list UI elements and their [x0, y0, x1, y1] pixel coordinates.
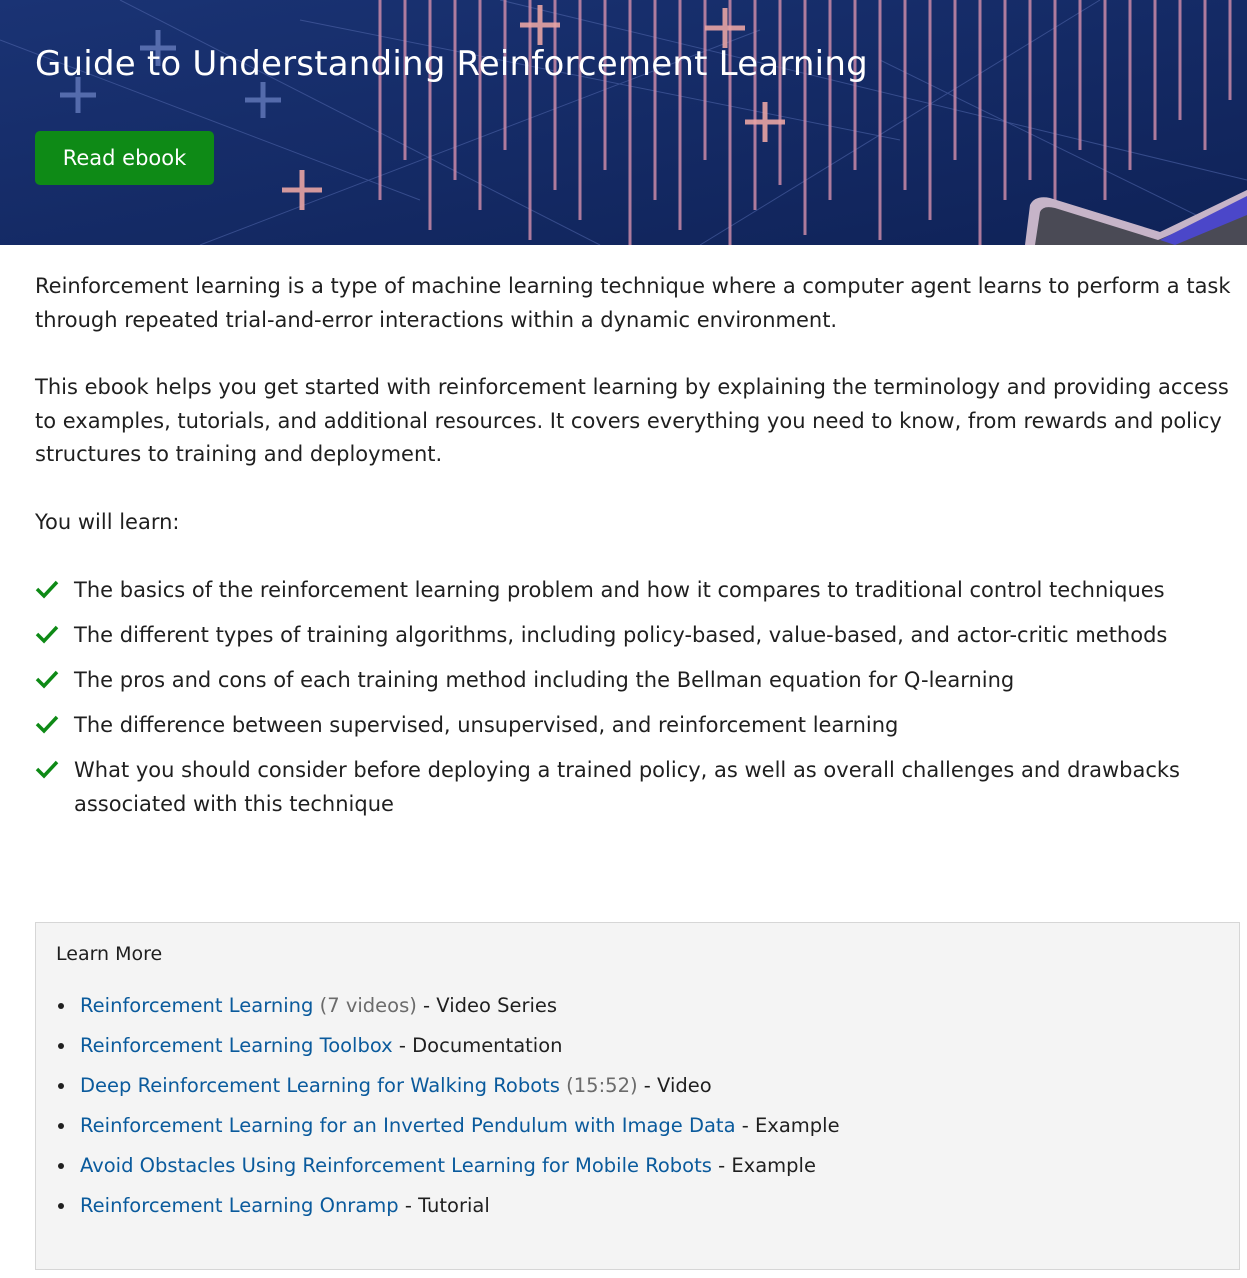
read-ebook-button[interactable]: Read ebook: [35, 131, 214, 185]
learn-more-title: Learn More: [56, 943, 163, 965]
link-walking-robots-video[interactable]: Deep Reinforcement Learning for Walking Robots: [80, 1074, 560, 1097]
intro-paragraph-1: Reinforcement learning is a type of machine learning technique where a computer agent learns to perform a task through repeated trial-and-error interactions within a dynamic environment.: [35, 274, 1231, 332]
item-meta: (15:52): [559, 1074, 638, 1097]
checkmark-icon: [35, 624, 59, 644]
learn-more-panel: [35, 922, 1240, 1270]
bullet-icon: [58, 1163, 64, 1169]
item-meta: (7 videos): [313, 994, 417, 1017]
list-item: [56, 1191, 840, 1231]
main-content: [35, 245, 1242, 832]
checklist-item: [35, 753, 1194, 821]
checklist-item-text: The basics of the reinforcement learning problem and how it compares to traditional control techniques: [74, 578, 1165, 602]
link-inverted-pendulum-example[interactable]: Reinforcement Learning for an Inverted Pendulum with Image Data: [80, 1114, 736, 1137]
link-reinforcement-learning-videos[interactable]: Reinforcement Learning: [80, 994, 314, 1017]
list-item: [56, 1151, 840, 1191]
bullet-icon: [58, 1043, 64, 1049]
learning-checklist: [35, 573, 1242, 821]
checkmark-icon: [35, 759, 59, 779]
bullet-icon: [58, 1083, 64, 1089]
list-item: [56, 1111, 840, 1151]
intro-paragraph-2: This ebook helps you get started with reinforcement learning by explaining the terminology and providing access to examples, tutorials, and additional resources. It covers everything you need to know, from rewards and policy structures to training and deployment.: [35, 375, 1229, 466]
item-type: - Video: [637, 1074, 712, 1097]
checklist-item-text: The pros and cons of each training method including the Bellman equation for Q-learning: [74, 668, 1015, 692]
checklist-item: [35, 573, 1194, 607]
bullet-icon: [58, 1203, 64, 1209]
you-will-learn-label: You will learn:: [35, 509, 180, 534]
checklist-item-text: What you should consider before deploying a trained policy, as well as overall challenges and drawbacks associated with this technique: [74, 758, 1180, 816]
item-type: - Example: [735, 1114, 840, 1137]
page-title: Guide to Understanding Reinforcement Learning: [35, 44, 868, 84]
link-rl-onramp[interactable]: Reinforcement Learning Onramp: [80, 1194, 399, 1217]
item-type: - Video Series: [416, 994, 558, 1017]
item-type: - Example: [711, 1154, 816, 1177]
checkmark-icon: [35, 714, 59, 734]
list-item: [56, 991, 840, 1031]
checklist-item-text: The difference between supervised, unsupervised, and reinforcement learning: [74, 713, 899, 737]
link-rl-toolbox[interactable]: Reinforcement Learning Toolbox: [80, 1034, 393, 1057]
checkmark-icon: [35, 669, 59, 689]
checklist-item: [35, 618, 1194, 652]
bullet-icon: [58, 1003, 64, 1009]
hero-background-graphic: [0, 0, 1247, 245]
list-item: [56, 1071, 840, 1111]
checkmark-icon: [35, 579, 59, 599]
list-item: [56, 1031, 840, 1071]
link-avoid-obstacles-example[interactable]: Avoid Obstacles Using Reinforcement Learning for Mobile Robots: [80, 1154, 712, 1177]
checklist-item: [35, 663, 1194, 697]
checklist-item: [35, 708, 1194, 742]
learn-more-list: [56, 991, 840, 1231]
item-type: - Tutorial: [398, 1194, 490, 1217]
checklist-item-text: The different types of training algorithms, including policy-based, value-based, and actor-critic methods: [74, 623, 1168, 647]
item-type: - Documentation: [392, 1034, 563, 1057]
hero-banner: [0, 0, 1247, 245]
bullet-icon: [58, 1123, 64, 1129]
